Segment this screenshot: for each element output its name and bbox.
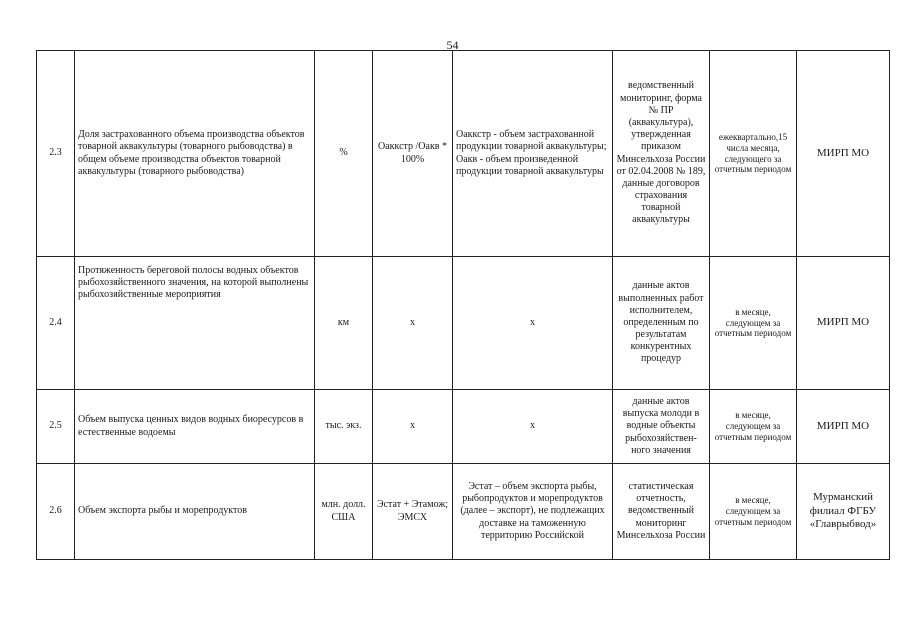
table-row [37, 51, 890, 257]
row-number: 2.4 [37, 257, 75, 390]
table-row [37, 390, 890, 464]
indicators-table [36, 50, 890, 560]
formula-description: Эстат – объем экспорта рыбы, рыбопродуктов и морепродуктов (далее – экспорт), не подлежащих доставке на таможенную территорию Российской [453, 464, 613, 560]
table-row [37, 257, 890, 390]
indicator-name: Объем выпуска ценных видов водных биоресурсов в естественные водоемы [75, 390, 315, 464]
row-number: 2.5 [37, 390, 75, 464]
responsible: МИРП МО [797, 257, 890, 390]
table-row [37, 464, 890, 560]
unit: км [315, 257, 373, 390]
indicator-name: Доля застрахованного объема производства объектов товарной аквакультуры (товарного рыбоводства) в общем объеме производства объектов товарной аквакультуры (товарного рыбоводства) [75, 51, 315, 257]
unit: % [315, 51, 373, 257]
reporting-period: в месяце, следующем за отчетным периодом [710, 464, 797, 560]
formula: Оаккстр /Оакв * 100% [373, 51, 453, 257]
page-number: 54 [446, 38, 459, 52]
row-number: 2.3 [37, 51, 75, 257]
formula: Эстат + Этамож; ЭМСХ [373, 464, 453, 560]
data-source: статистическая отчетность, ведомственный мониторинг Минсельхоза России [613, 464, 710, 560]
indicator-name: Протяженность береговой полосы водных объектов рыбохозяйственного значения, на которой выполнены рыбохозяйственные мероприятия [75, 257, 315, 390]
data-source: данные актов выполненных работ исполнителем, определенным по результатам конкурентных процедур [613, 257, 710, 390]
data-source: данные актов выпуска молоди в водные объекты рыбохозяйствен-ного значения [613, 390, 710, 464]
formula-description: Оаккстр - объем застрахованной продукции товарной аквакультуры; Оакв - объем произведенной продукции товарной аквакультуры [453, 51, 613, 257]
reporting-period: в месяце, следующем за отчетным периодом [710, 257, 797, 390]
data-source: ведомственный мониторинг, форма № ПР (аквакультура), утвержденная приказом Минсельхоза России от 02.04.2008 № 189, данные договоров страхования товарной аквакультуры [613, 51, 710, 257]
unit: тыс. экз. [315, 390, 373, 464]
reporting-period: ежеквартально,15 числа месяца, следующего за отчетным периодом [710, 51, 797, 257]
responsible: МИРП МО [797, 390, 890, 464]
responsible: МИРП МО [797, 51, 890, 257]
formula-description: х [453, 257, 613, 390]
formula: х [373, 257, 453, 390]
row-number: 2.6 [37, 464, 75, 560]
formula: х [373, 390, 453, 464]
formula-description: х [453, 390, 613, 464]
responsible: Мурманский филиал ФГБУ «Главрыбвод» [797, 464, 890, 560]
indicator-name: Объем экспорта рыбы и морепродуктов [75, 464, 315, 560]
reporting-period: в месяце, следующем за отчетным периодом [710, 390, 797, 464]
unit: млн. долл. США [315, 464, 373, 560]
